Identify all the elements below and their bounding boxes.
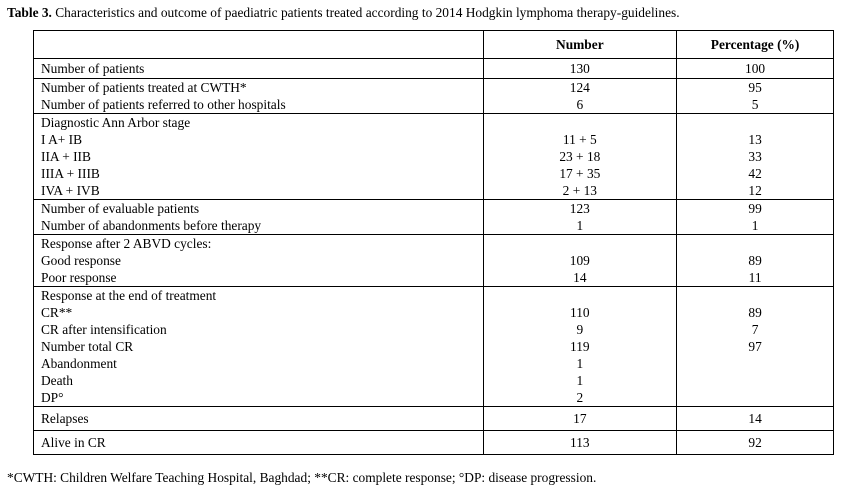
row-number: 119 [483, 338, 677, 355]
row-number: 1 [483, 355, 677, 372]
table-row [34, 200, 834, 218]
row-number: 17 [483, 407, 677, 431]
row-percentage: 89 [677, 304, 834, 321]
row-label: Alive in CR [34, 431, 484, 455]
row-number: 11 + 5 [483, 131, 677, 148]
table-row [34, 252, 834, 269]
table-caption [7, 5, 680, 21]
row-percentage: 89 [677, 252, 834, 269]
row-label: Number of patients [34, 59, 484, 79]
row-percentage [677, 235, 834, 253]
table-row [34, 148, 834, 165]
row-number: 113 [483, 431, 677, 455]
row-label: IIIA + IIIB [34, 165, 484, 182]
row-label: Poor response [34, 269, 484, 287]
row-number: 1 [483, 217, 677, 235]
row-label: Good response [34, 252, 484, 269]
row-label: I A+ IB [34, 131, 484, 148]
table-row [34, 321, 834, 338]
row-percentage: 33 [677, 148, 834, 165]
header-cell-label [34, 31, 484, 59]
row-label: CR after intensification [34, 321, 484, 338]
row-label: Response at the end of treatment [34, 287, 484, 305]
row-label: Death [34, 372, 484, 389]
row-percentage [677, 355, 834, 372]
row-number: 124 [483, 79, 677, 97]
table-row [34, 338, 834, 355]
table-header-row [34, 31, 834, 59]
row-percentage: 14 [677, 407, 834, 431]
row-label: Abandonment [34, 355, 484, 372]
characteristics-table [33, 30, 834, 455]
row-percentage [677, 114, 834, 132]
row-label: Number of abandonments before therapy [34, 217, 484, 235]
row-number: 109 [483, 252, 677, 269]
row-percentage: 100 [677, 59, 834, 79]
row-label: DP° [34, 389, 484, 407]
row-label: Diagnostic Ann Arbor stage [34, 114, 484, 132]
table-row [34, 217, 834, 235]
row-number: 123 [483, 200, 677, 218]
row-percentage [677, 389, 834, 407]
row-percentage [677, 287, 834, 305]
row-label: Number of patients treated at CWTH* [34, 79, 484, 97]
table-row [34, 79, 834, 97]
table-row [34, 114, 834, 132]
table-row [34, 355, 834, 372]
table-row [34, 165, 834, 182]
row-label: IIA + IIB [34, 148, 484, 165]
row-percentage [677, 372, 834, 389]
row-percentage: 99 [677, 200, 834, 218]
row-percentage: 1 [677, 217, 834, 235]
row-label: CR** [34, 304, 484, 321]
row-number [483, 235, 677, 253]
table-row [34, 304, 834, 321]
table-row [34, 182, 834, 200]
table-row [34, 389, 834, 407]
row-percentage: 42 [677, 165, 834, 182]
table-footnote: *CWTH: Children Welfare Teaching Hospital, Baghdad; **CR: complete response; °DP: disease progression. [7, 470, 597, 485]
table-row [34, 235, 834, 253]
row-label: IVA + IVB [34, 182, 484, 200]
row-number: 6 [483, 96, 677, 114]
header-cell-percentage: Percentage (%) [677, 31, 834, 59]
row-number: 17 + 35 [483, 165, 677, 182]
row-number: 110 [483, 304, 677, 321]
row-number [483, 114, 677, 132]
row-percentage: 12 [677, 182, 834, 200]
row-number: 23 + 18 [483, 148, 677, 165]
row-number: 9 [483, 321, 677, 338]
row-number: 14 [483, 269, 677, 287]
row-label: Number total CR [34, 338, 484, 355]
row-percentage: 7 [677, 321, 834, 338]
table-body [34, 59, 834, 455]
row-number: 1 [483, 372, 677, 389]
row-percentage: 95 [677, 79, 834, 97]
table-row [34, 269, 834, 287]
row-number [483, 287, 677, 305]
row-percentage: 97 [677, 338, 834, 355]
table-caption-text: Characteristics and outcome of paediatric patients treated according to 2014 Hodgkin lymphoma therapy-guidelines. [51, 5, 680, 20]
row-label: Number of evaluable patients [34, 200, 484, 218]
row-percentage: 92 [677, 431, 834, 455]
row-percentage: 13 [677, 131, 834, 148]
row-label: Number of patients referred to other hospitals [34, 96, 484, 114]
table-row [34, 431, 834, 455]
row-label: Response after 2 ABVD cycles: [34, 235, 484, 253]
table-caption-label: Table 3. [7, 5, 52, 20]
row-number: 2 + 13 [483, 182, 677, 200]
row-label: Relapses [34, 407, 484, 431]
row-percentage: 5 [677, 96, 834, 114]
table-row [34, 372, 834, 389]
table-row [34, 131, 834, 148]
row-number: 2 [483, 389, 677, 407]
table-row [34, 96, 834, 114]
row-percentage: 11 [677, 269, 834, 287]
row-number: 130 [483, 59, 677, 79]
header-cell-number: Number [483, 31, 677, 59]
table-row [34, 407, 834, 431]
table-row [34, 287, 834, 305]
table-row [34, 59, 834, 79]
